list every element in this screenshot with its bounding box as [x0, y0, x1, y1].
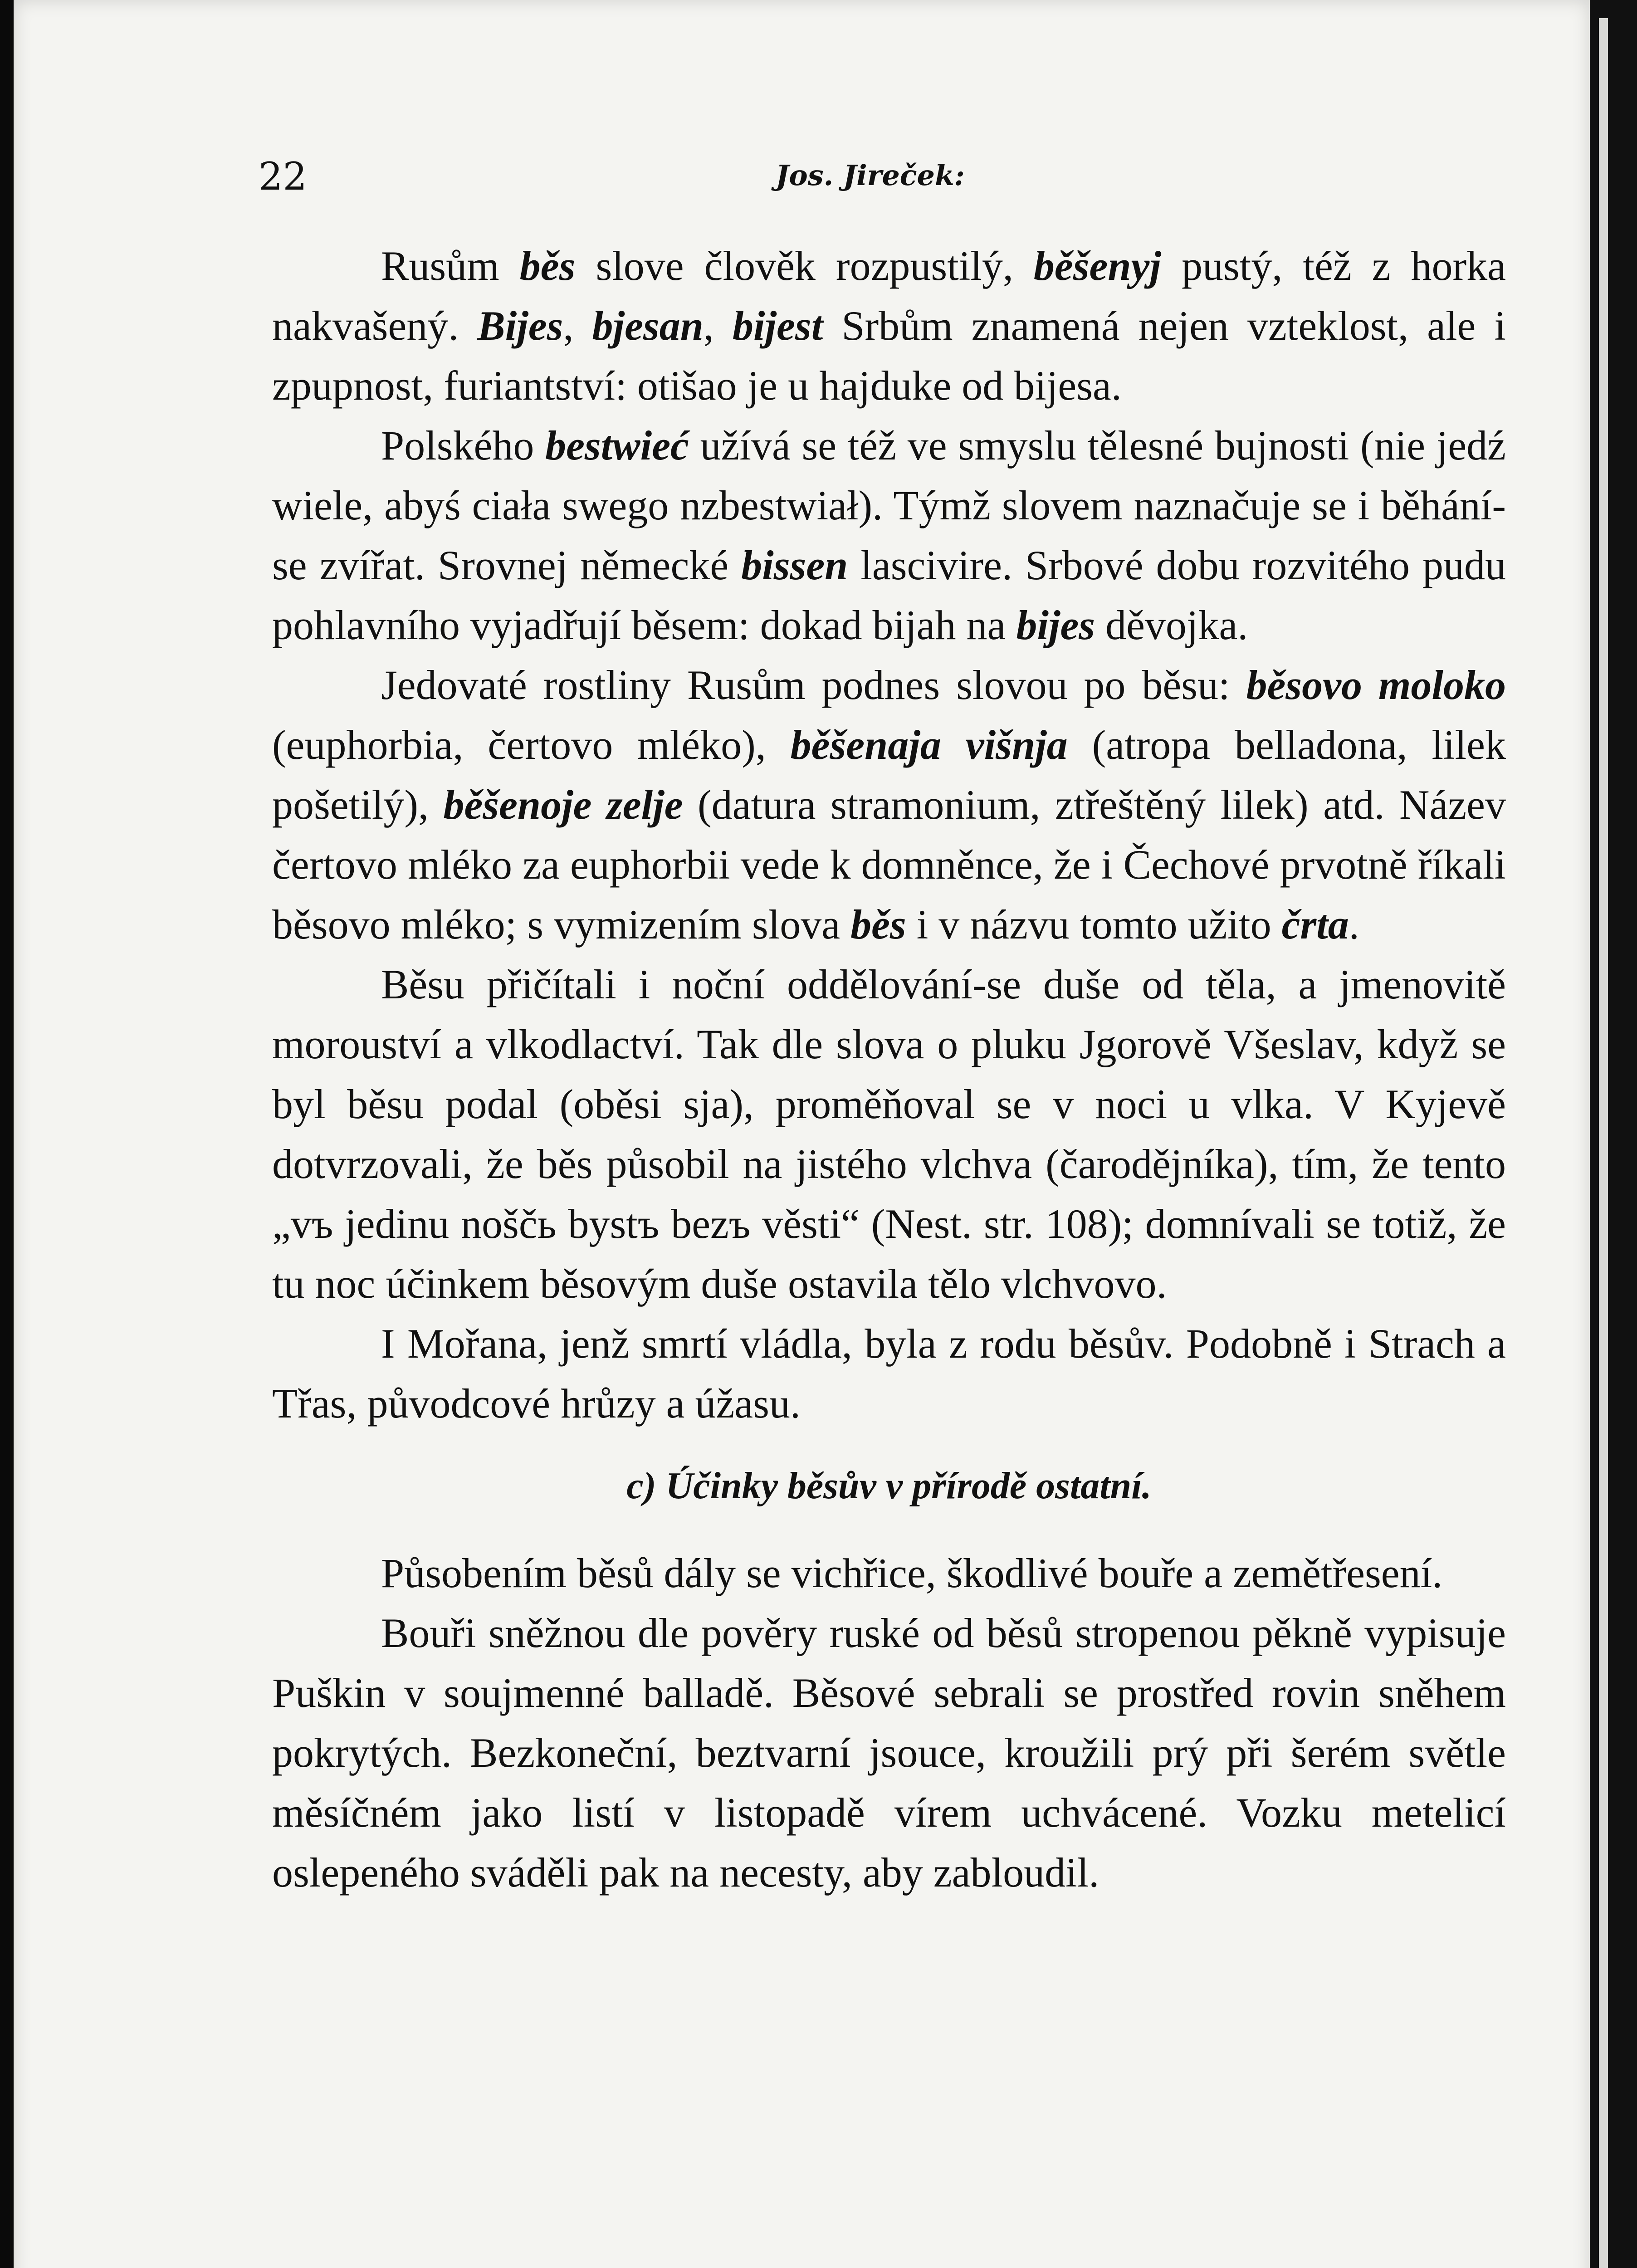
text-run: (atropa belladona, lilek pošetilý),	[272, 722, 1506, 828]
book-page	[14, 0, 1590, 2268]
text-run: Jedovaté rostliny Rusům podnes slovou po běsu:	[381, 662, 1246, 708]
paragraph-p6	[272, 1543, 1506, 1603]
paragraph-p5	[272, 1314, 1506, 1433]
emphasized-term: běs	[519, 243, 576, 289]
paragraph-p3	[272, 655, 1506, 954]
paragraph-p7	[272, 1603, 1506, 1902]
scan-edge	[1590, 0, 1637, 2268]
text-run: Srbům znamená nejen vzteklost, ale i zpupnost, furiantství: otišao je u hajduke od bijesa.	[272, 303, 1506, 409]
text-run: užívá se též ve smyslu tělesné bujnosti (nie jedź wiele, abyś ciała swego nzbestwiał). Týmž slovem naznačuje se i běhání-se zvířat. Srovnej německé	[272, 422, 1506, 588]
paragraphs-before-heading	[272, 236, 1506, 1433]
emphasized-term: běs	[850, 901, 906, 948]
text-run: pustý, též z horka nakvašený.	[272, 243, 1506, 349]
text-run: slove člověk rozpustilý,	[575, 243, 1034, 289]
text-run: Běsu přičítali i noční oddělování-se duše od těla, a jmenovitě morouství a vlkodlactví. Tak dle slova o pluku Jgorově Všeslav, když se byl běsu podal (oběsi sja), proměňoval se v noci u vlka. V Kyjevě dotvrzovali, že běs působil na jistého vlchva (čarodějníka), tím, že tento „vъ jedinu noščь bystъ bezъ věsti“ (Nest. str. 108); domnívali se totiž, že tu noc účinkem běsovým duše ostavila tělo vlchvovo.	[272, 961, 1506, 1307]
text-run: (euphorbia, čertovo mléko),	[272, 722, 791, 768]
emphasized-term: bijest	[732, 303, 823, 349]
text-run: Rusům	[381, 243, 520, 289]
emphasized-term: běšenoje zelje	[443, 782, 683, 828]
text-run: (datura stramonium, ztřeštěný lilek) atd. Název čertovo mléko za euphorbii vede k domněnce, že i Čechové prvotně říkali běsovo mléko; s vymizením slova	[272, 782, 1506, 948]
emphasized-term: bijes	[1016, 602, 1095, 648]
text-run: Bouři sněžnou dle pověry ruské od běsů stropenou pěkně vypisuje Puškin v soujmenné balladě. Běsové sebrali se prostřed rovin sněhem pokrytých. Bezkoneční, beztvarní jsouce, kroužili prý při šerém světle měsíčném jako listí v listopadě vírem uchvácené. Vozku metelicí oslepeného sváděli pak na necesty, aby zabloudil.	[272, 1610, 1506, 1896]
text-run: I Mořana, jenž smrtí vládla, byla z rodu běsův. Podobně i Strach a Třas, původcové hrůzy a úžasu.	[272, 1320, 1506, 1427]
text-run: děvojka.	[1095, 602, 1248, 648]
text-run: Polského	[381, 422, 546, 469]
paragraph-p2	[272, 415, 1506, 655]
scan-edge-strip	[1599, 18, 1608, 2268]
emphasized-term: črta	[1281, 901, 1349, 948]
emphasized-term: bjesan	[592, 303, 704, 349]
emphasized-term: bissen	[741, 542, 848, 588]
paragraph-p1	[272, 236, 1506, 415]
emphasized-term: běšenaja višnja	[790, 722, 1068, 768]
paragraphs-after-heading	[272, 1543, 1506, 1902]
emphasized-term: bestwieć	[545, 422, 689, 469]
emphasized-term: Bijes	[477, 303, 563, 349]
emphasized-term: běšenyj	[1033, 243, 1161, 289]
text-run: i v názvu tomto užito	[906, 901, 1282, 948]
text-run: ,	[563, 303, 592, 349]
section-heading: c) Účinky běsův v přírodě ostatní.	[626, 1465, 1152, 1507]
text-run: lascivire. Srbové dobu rozvitého pudu pohlavního vyjadřují běsem: dokad bijah na	[272, 542, 1506, 648]
text-run: Působením běsů dály se vichřice, škodlivé bouře a zemětřesení.	[381, 1550, 1443, 1596]
page-header	[259, 145, 1506, 209]
emphasized-term: běsovo moloko	[1246, 662, 1506, 708]
running-head: Jos. Jireček:	[776, 159, 965, 192]
text-run: .	[1349, 901, 1359, 948]
page-number: 22	[259, 154, 307, 199]
paragraph-p4	[272, 954, 1506, 1314]
body-text	[272, 236, 1506, 1902]
text-run: ,	[703, 303, 733, 349]
